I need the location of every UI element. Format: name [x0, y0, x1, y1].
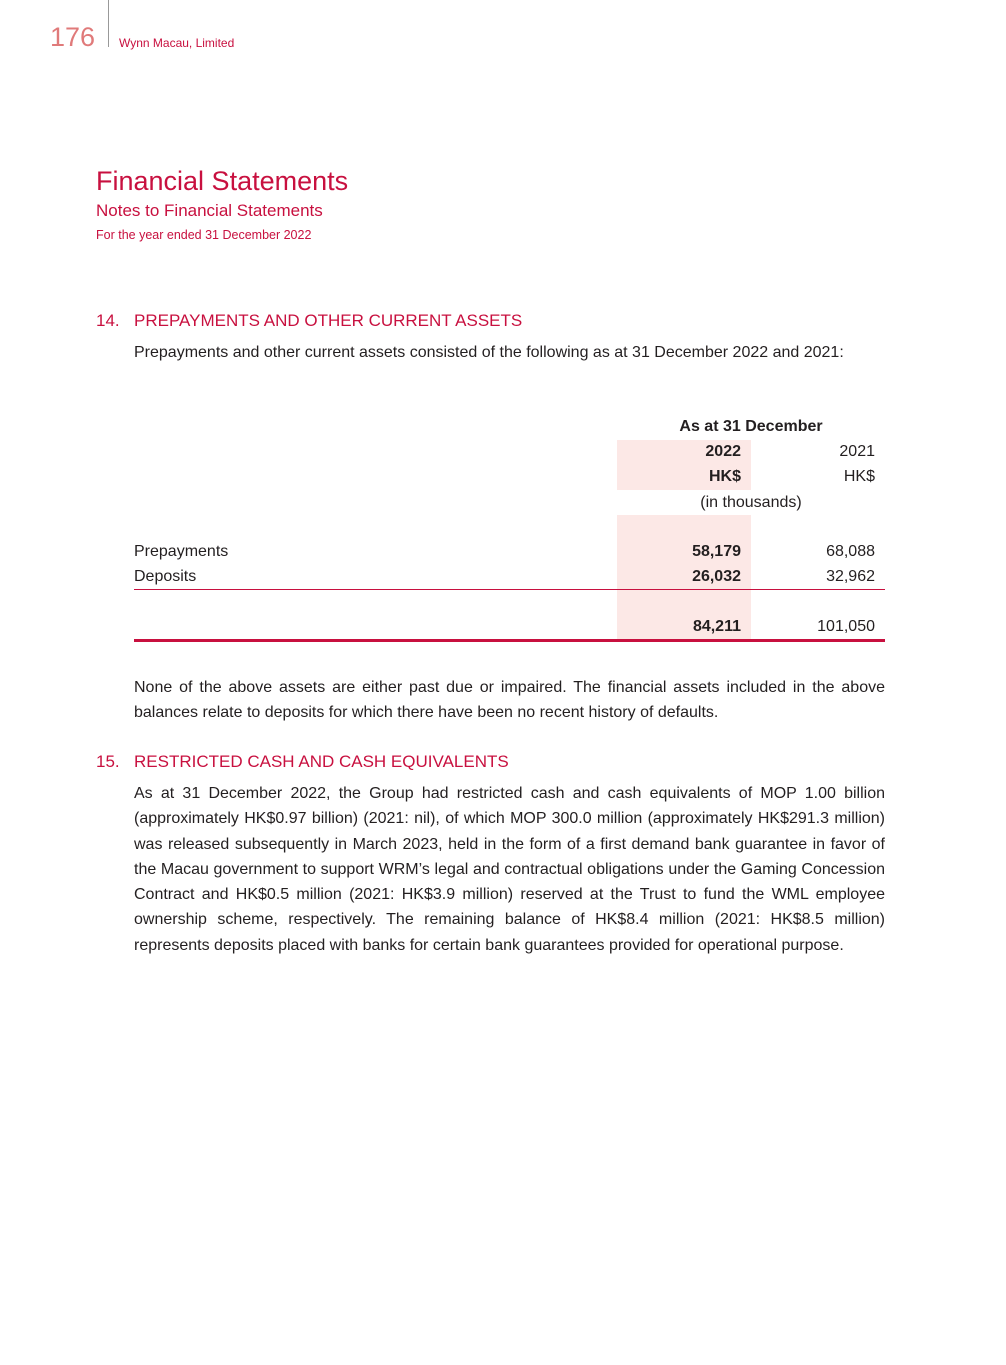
unit-label: (in thousands)	[700, 494, 802, 511]
note15-heading	[96, 752, 509, 772]
total-2022: 84,211	[692, 618, 741, 635]
total-2021: 101,050	[817, 618, 875, 635]
page-title: Financial Statements	[96, 166, 349, 196]
col-2022: 2022	[705, 443, 741, 460]
note14-title: PREPAYMENTS AND OTHER CURRENT ASSETS	[134, 311, 523, 330]
currency-2022: HK$	[708, 468, 741, 485]
note14-heading	[96, 311, 522, 331]
row-label: Prepayments	[134, 543, 229, 560]
currency-2021: HK$	[843, 468, 875, 485]
col-2021: 2021	[839, 443, 875, 460]
header-divider	[108, 0, 109, 47]
note14-footer: None of the above assets are either past due or impaired. The financial assets included in the above balances relate to deposits for which there have been no recent history of defaults.	[134, 679, 885, 722]
row-value-2021: 68,088	[826, 543, 875, 560]
note15-title: RESTRICTED CASH AND CASH EQUIVALENTS	[134, 752, 509, 771]
period: For the year ended 31 December 2022	[96, 228, 312, 242]
note14-number: 14.	[96, 311, 120, 330]
page-number: 176	[50, 22, 96, 52]
row-value-2022: 58,179	[692, 543, 741, 560]
total-rule	[134, 639, 885, 642]
note14-intro: Prepayments and other current assets consisted of the following as at 31 December 2022 and 2021:	[134, 344, 844, 361]
subtotal-rule	[134, 589, 885, 590]
row-value-2021: 32,962	[826, 568, 875, 585]
note15-body: As at 31 December 2022, the Group had restricted cash and cash equivalents of MOP 1.00 billion (approximately HK$0.97 billion) (2021: nil), of which MOP 300.0 million (approximately HK$291.3 million) was released subsequently in March 2023, held in the form of a first demand bank guarantee in favor of the Macau government to support WRM’s legal and contractual obligations under the Gaming Concession Contract and HK$0.5 million (2021: HK$3.9 million) reserved at the Trust to fund the WML employee ownership scheme, respectively. The remaining balance of HK$8.4 million (2021: HK$8.5 million) represents deposits placed with banks for certain bank guarantees provided for operational purpose.	[134, 785, 885, 954]
note15-number: 15.	[96, 752, 120, 771]
company-name: Wynn Macau, Limited	[119, 36, 235, 50]
group-header: As at 31 December	[679, 418, 823, 435]
row-label: Deposits	[134, 568, 197, 585]
row-value-2022: 26,032	[692, 568, 741, 585]
page-subtitle: Notes to Financial Statements	[96, 201, 323, 220]
